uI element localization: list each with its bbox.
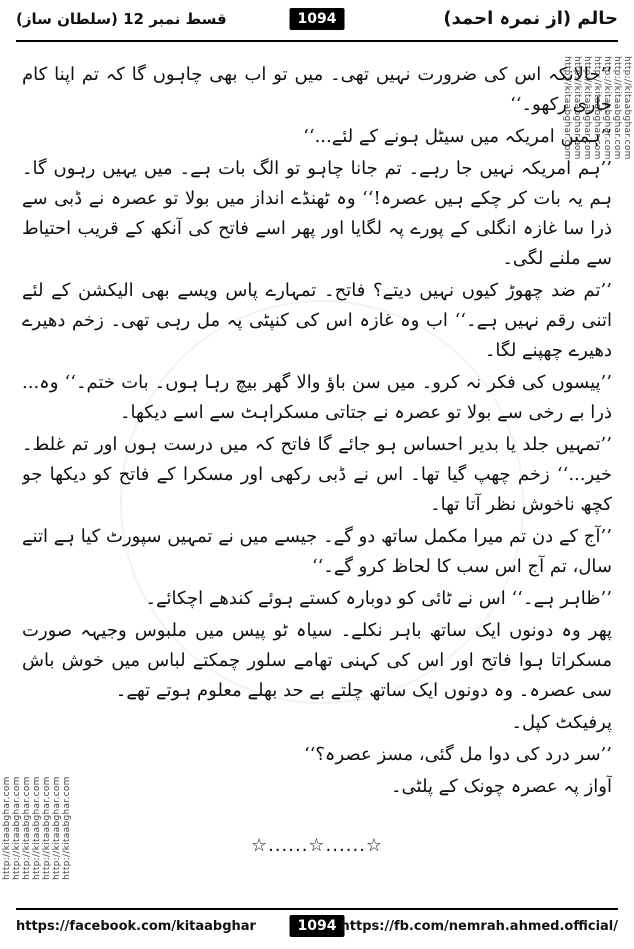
paragraph: ’’ہم امریکہ نہیں جا رہے۔ تم جانا چاہو تو الگ بات ہے۔ میں یہیں رہوں گا۔ ہم یہ بات کر چکے ہیں عصرہ!‘‘ وہ ٹھنڈے انداز میں بولا تو عصرہ نے ڈبی سے ذرا سا غازہ انگلی کے پورے پہ لگایا اور پھر اسے فاتح کی آنکھ کے قریب احتیاط سے ملنے لگی۔ bbox=[22, 158, 612, 269]
paragraph: ’’تمہیں جلد یا بدیر احساس ہو جائے گا فاتح کہ میں درست ہوں اور تم غلط۔ خیر...‘‘ زخم چھپ گیا تھا۔ اس نے ڈبی رکھی اور مسکرا کے فاتح کو دیکھا جو کچھ ناخوش نظر آتا تھا۔ bbox=[22, 434, 612, 515]
side-watermark-left: http://kitaabghar.com http://kitaabghar.com http://kitaabghar.com http://kitaabghar.com http://kitaabghar.com http://kitaabghar.com http://kitaabghar.com bbox=[2, 776, 72, 880]
side-watermark-right: http://kitaabghar.com http://kitaabghar.com http://kitaabghar.com http://kitaabghar.com http://kitaabghar.com http://kitaabghar.com http://kitaabghar.com bbox=[562, 56, 632, 160]
section-divider: ☆......☆......☆ bbox=[250, 835, 384, 856]
page-body bbox=[22, 60, 612, 830]
page-number-badge: 1094 bbox=[290, 8, 345, 30]
paragraph: ’’ظاہر ہے۔‘‘ اس نے ٹائی کو دوبارہ کستے ہوئے کندھے اچکائے۔ bbox=[145, 588, 612, 609]
book-title: حالم (از نمرہ احمد) bbox=[443, 8, 618, 29]
footer-page-number: 1094 bbox=[290, 915, 345, 937]
paragraph: آواز پہ عصرہ چونک کے پلٹی۔ bbox=[391, 776, 612, 797]
facebook-link[interactable]: https://facebook.com/kitaabghar bbox=[16, 919, 256, 934]
page-header bbox=[16, 8, 618, 36]
paragraph: ’’پیسوں کی فکر نہ کرو۔ میں سن باؤ والا گھر بیچ رہا ہوں۔ بات ختم۔‘‘ وہ... ذرا بے رخی سے بولا تو عصرہ نے جتاتی مسکراہٹ سے اسے دیکھا۔ bbox=[22, 372, 612, 423]
paragraph: ’’ہمیں امریکہ میں سیٹل ہونے کے لئے...‘‘ bbox=[303, 126, 612, 147]
paragraph: ’’تم ضد چھوڑ کیوں نہیں دیتے؟ فاتح۔ تمہارے پاس ویسے بھی الیکشن کے لئے اتنی رقم نہیں ہے۔‘‘ اب وہ غازہ اس کی کنپٹی پہ مل رہی تھی۔ زخم دھیرے دھیرے چھپنے لگا۔ bbox=[22, 280, 612, 361]
author-fb-link[interactable]: https://fb.com/nemrah.ahmed.official/ bbox=[340, 919, 618, 934]
paragraph: پرفیکٹ کپل۔ bbox=[511, 712, 612, 733]
page-footer bbox=[16, 915, 618, 943]
paragraph: ’’سر درد کی دوا مل گئی، مسز عصرہ؟‘‘ bbox=[303, 744, 612, 765]
paragraph: ’’حالانکہ اس کی ضرورت نہیں تھی۔ میں تو اب بھی چاہوں گا کہ تم اپنا کام جاری رکھو۔‘‘ bbox=[22, 64, 612, 115]
paragraph: پھر وہ دونوں ایک ساتھ باہر نکلے۔ سیاہ ٹو پیس میں ملبوس وجیہہ صورت مسکراتا ہوا فاتح اور اس کی کہنی تھامے سلور چمکتے لباس میں خوش باش سی عصرہ۔ وہ دونوں ایک ساتھ چلتے بے حد بھلے معلوم ہوتے تھے۔ bbox=[22, 620, 612, 701]
paragraph: ’’آج کے دن تم میرا مکمل ساتھ دو گے۔ جیسے میں نے تمہیں سپورٹ کیا ہے اتنے سال، تم آج اس سب کا لحاظ کرو گے۔‘‘ bbox=[22, 526, 612, 577]
footer-rule bbox=[16, 908, 618, 910]
header-rule bbox=[16, 40, 618, 42]
episode-label: قسط نمبر 12 (سلطان ساز) bbox=[16, 10, 227, 28]
